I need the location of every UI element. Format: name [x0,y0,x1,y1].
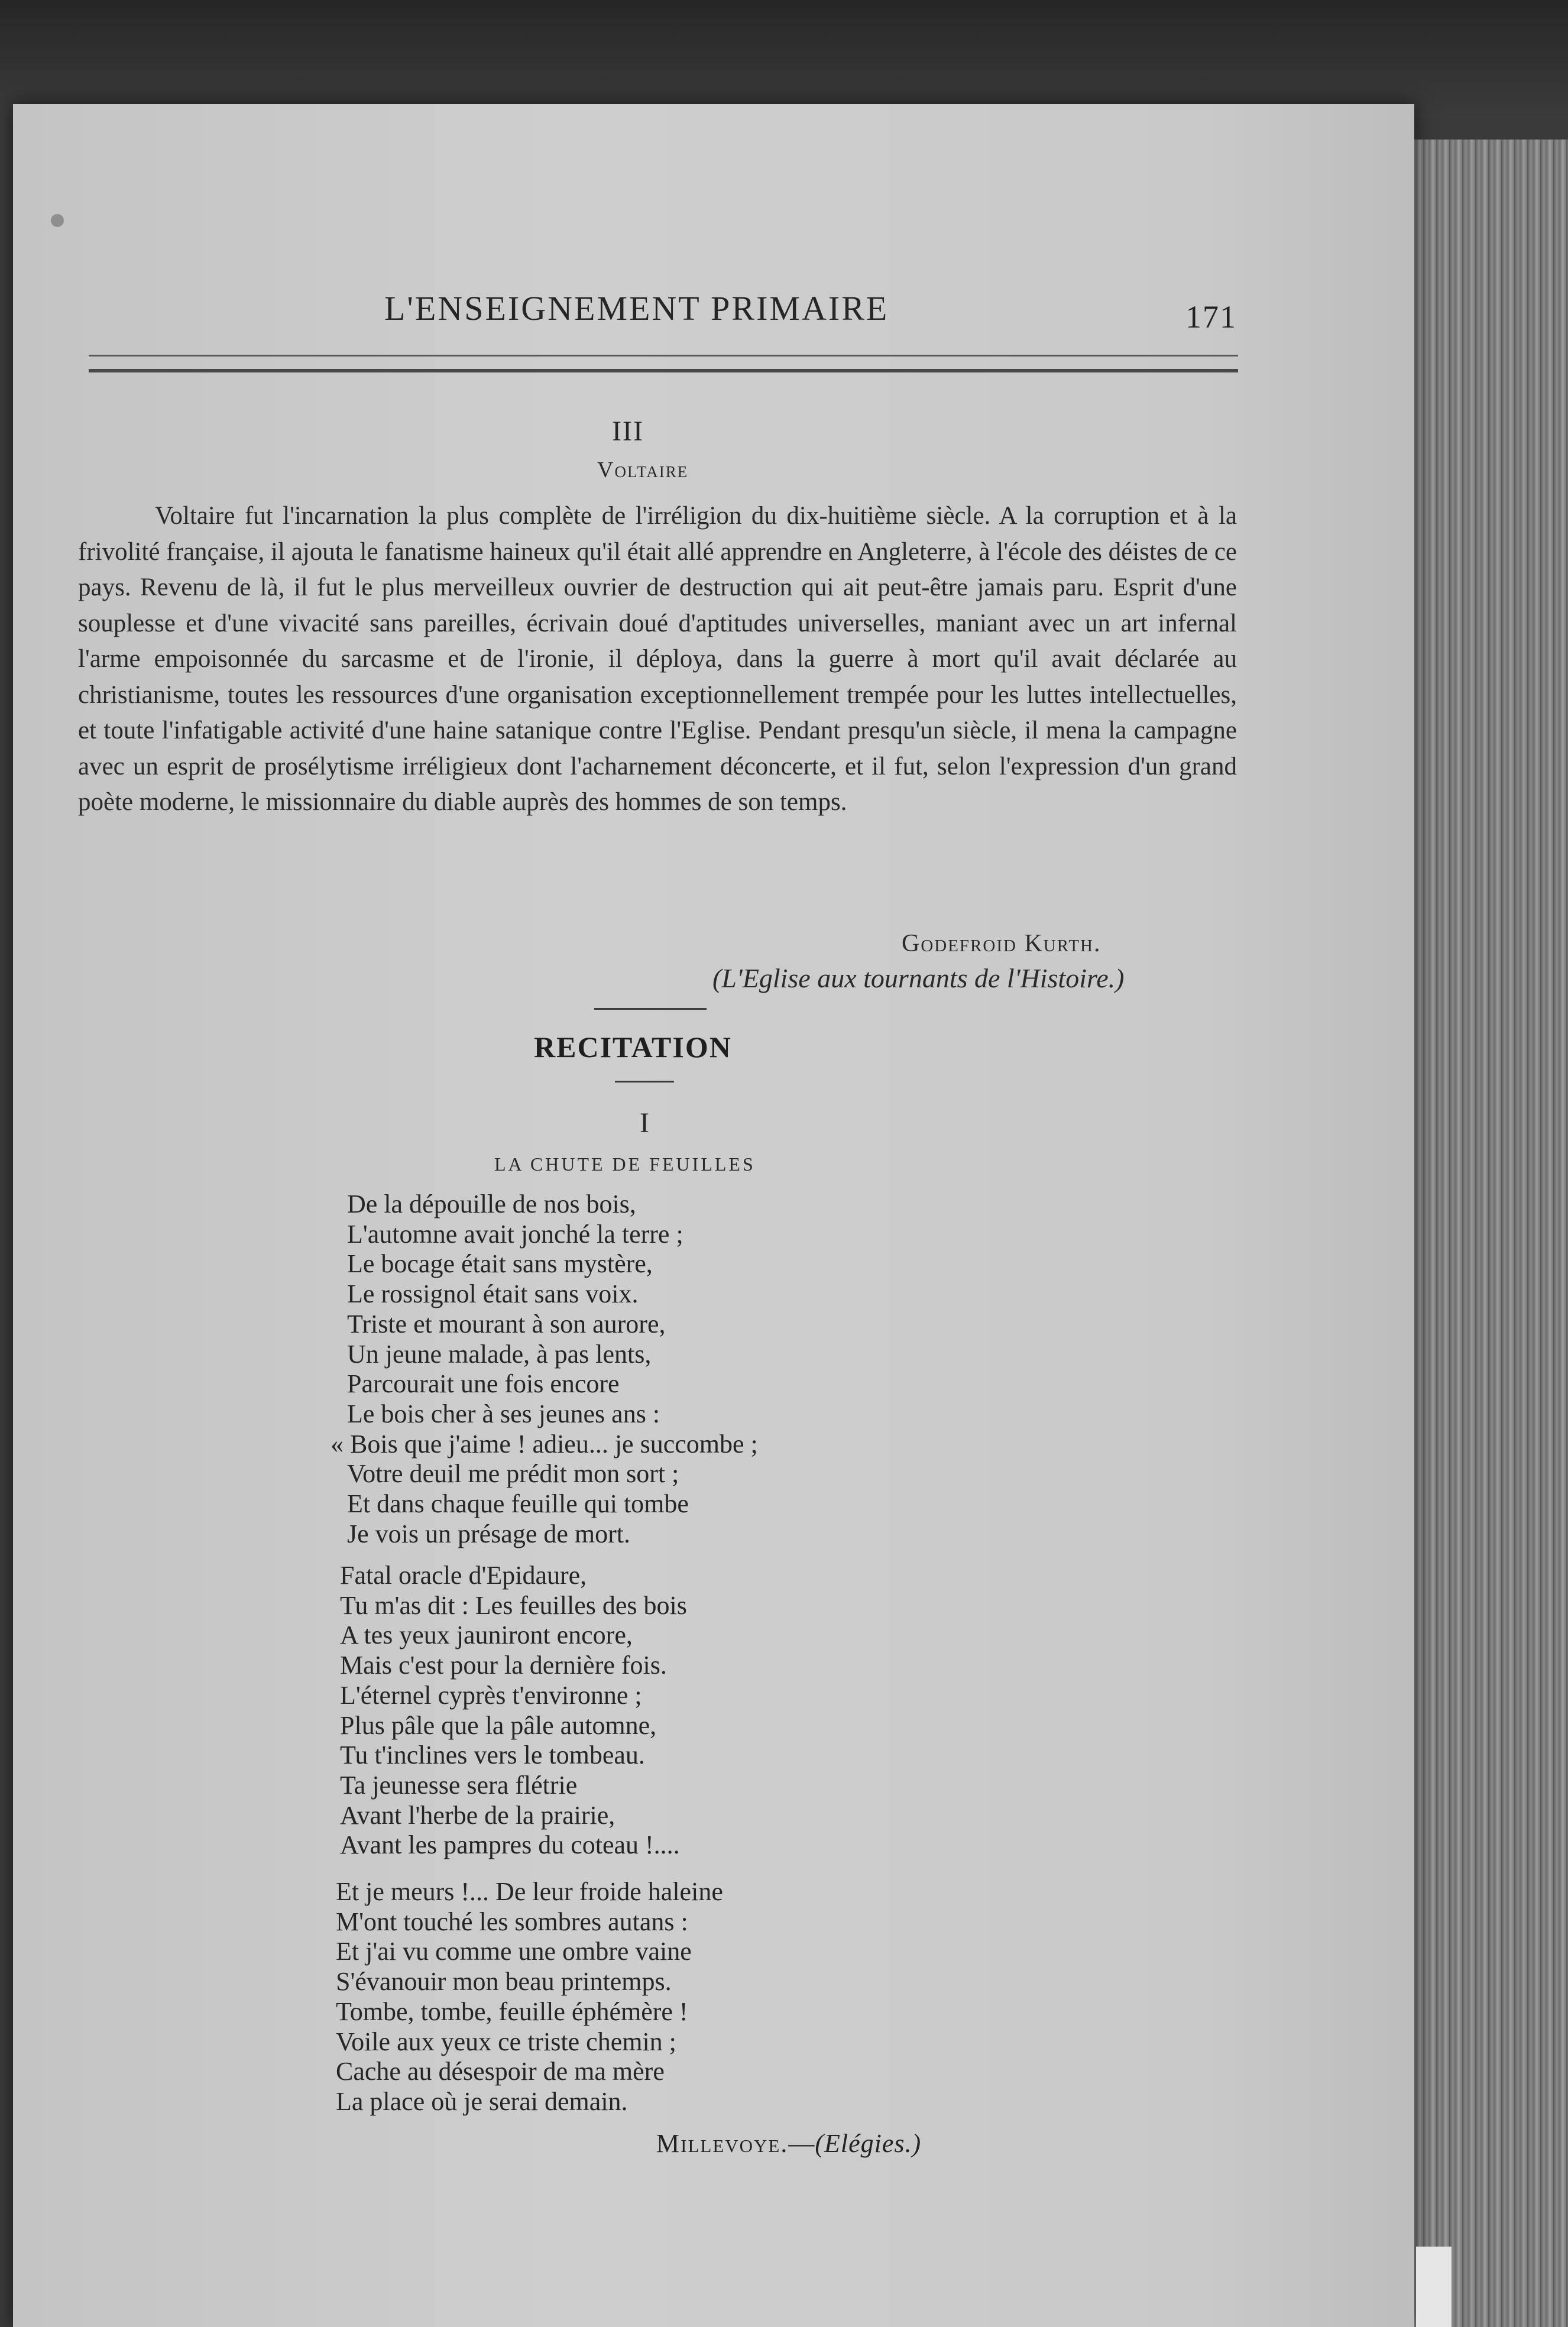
poem-line: Avant l'herbe de la prairie, [340,1800,615,1830]
poem-line: Mais c'est pour la dernière fois. [340,1651,667,1680]
poem-line: Le rossignol était sans voix. [347,1279,639,1309]
header-rule-thick [89,369,1238,372]
poem-line: M'ont touché les sombres autans : [336,1907,688,1936]
poem-line: Je vois un présage de mort. [347,1519,630,1548]
header-rule-thin [89,355,1238,356]
page-corner-tab [1416,2247,1452,2327]
poem-title: LA CHUTE DE FEUILLES [494,1153,756,1175]
poem-numeral: I [640,1107,649,1139]
poem-line: Plus pâle que la pâle automne, [340,1710,657,1740]
poet-name: Millevoye. [656,2129,789,2158]
poem-stanza-1 [331,1190,1057,1549]
book-page-edges [1410,140,1568,2327]
paper-speck [51,214,64,227]
poem-line: Fatal oracle d'Epidaure, [340,1561,587,1590]
poem-line: « Bois que j'aime ! adieu... je succombe ; [331,1429,758,1459]
attribution-author: Godefroid Kurth. [902,930,1102,957]
poem-line: Cache au désespoir de ma mère [336,2057,665,2086]
poem-line: Votre deuil me prédit mon sort ; [347,1459,679,1489]
poem-line: Et je meurs !... De leur froide haleine [336,1877,723,1906]
poem-line: Ta jeunesse sera flétrie [340,1770,578,1800]
section-numeral: III [612,416,644,447]
poem-stanza-2 [340,1561,1049,1861]
poem-line: Tu m'as dit : Les feuilles des bois [340,1590,687,1620]
poem-line: Et j'ai vu comme une ombre vaine [336,1937,692,1966]
poem-line: Et dans chaque feuille qui tombe [347,1489,689,1519]
poem-line: S'évanouir mon beau printemps. [336,1967,672,1997]
poem-stanza-3 [336,1877,1045,2117]
signature-dash: — [788,2129,815,2158]
poem-line: De la dépouille de nos bois, [347,1190,636,1218]
poem-signature [656,2128,921,2159]
section-divider [594,1008,707,1010]
running-title: L'ENSEIGNEMENT PRIMAIRE [384,289,889,328]
attribution-source: (L'Eglise aux tournants de l'Histoire.) [712,963,1125,993]
poem-line: La place où je serai demain. [336,2086,628,2116]
poem-line: L'automne avait jonché la terre ; [347,1219,683,1249]
poem-line: Un jeune malade, à pas lents, [347,1339,652,1369]
body-paragraph: Voltaire fut l'incarnation la plus complète de l'irréligion du dix-huitième siècle. A la corruption et à la frivolité française, il ajouta le fanatisme haineux qu'il était allé apprendre en Angleterre, à l'école des déistes de ce pays. Revenu de là, il fut le plus merveilleux ouvrier de destruction qui ait peut-être jamais paru. Esprit d'une souplesse et d'une vivacité sans pareilles, écrivain doué d'aptitudes universelles, maniant avec un art infernal l'arme empoisonnée du sarcasme et de l'ironie, il déploya, dans la guerre à mort qu'il avait déclarée au christianisme, toutes les ressources d'une organisation exceptionnellement trempée pour les luttes intellectuelles, et toute l'infatigable activité d'une haine satanique contre l'Eglise. Pendant presqu'un siècle, il mena la campagne avec un esprit de prosélytisme irréligieux dont l'acharnement déconcerte, et il fut, selon l'expression d'un grand poète moderne, le missionnaire du diable auprès des hommes de son temps. [78,502,1237,816]
poem-line: Tombe, tombe, feuille éphémère ! [336,1997,688,2026]
page-number: 171 [1185,299,1237,335]
poem-line: Voile aux yeux ce triste chemin ; [336,2027,676,2056]
poem-line: L'éternel cyprès t'environne ; [340,1680,642,1710]
heading-underline [615,1081,674,1083]
section-title: Voltaire [597,458,689,482]
poem-source: (Elégies.) [815,2129,922,2158]
poem-line: Parcourait une fois encore [347,1369,620,1399]
poem-line: A tes yeux jauniront encore, [340,1621,633,1650]
scan-background [0,0,1568,118]
poem-line: Le bois cher à ses jeunes ans : [347,1399,660,1428]
poem-line: Le bocage était sans mystère, [347,1249,653,1279]
recitation-heading: RECITATION [534,1030,732,1064]
poem-line: Triste et mourant à son aurore, [347,1309,666,1338]
poem-line: Tu t'inclines vers le tombeau. [340,1741,645,1770]
poem-line: Avant les pampres du coteau !.... [340,1830,680,1860]
